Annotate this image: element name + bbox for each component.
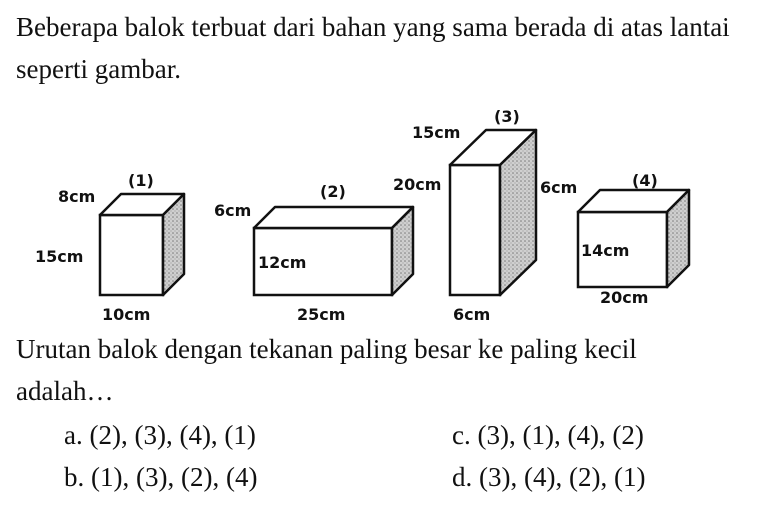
block-1-height: 15cm (35, 247, 84, 266)
block-1-depth: 8cm (58, 187, 96, 206)
block-2-width: 25cm (297, 305, 346, 324)
block-1-label: (1) (128, 171, 154, 190)
question-prompt: Urutan balok dengan tekanan paling besar ke paling kecil adalah… (16, 334, 637, 406)
question-intro: Beberapa balok terbuat dari bahan yang sama berada di atas lantai seperti gambar. (16, 12, 730, 84)
block-2-label: (2) (320, 182, 346, 201)
option-a[interactable]: a. (2), (3), (4), (1) (64, 420, 256, 450)
block-4 (540, 171, 689, 307)
block-3-label: (3) (494, 107, 520, 126)
block-4-label: (4) (632, 171, 658, 190)
block-1 (35, 171, 184, 324)
block-3 (393, 107, 536, 324)
block-4-width: 20cm (600, 288, 649, 307)
option-d[interactable]: d. (3), (4), (2), (1) (452, 462, 646, 492)
option-c[interactable]: c. (3), (1), (4), (2) (452, 420, 644, 450)
block-4-height: 14cm (581, 241, 630, 260)
blocks-figure (0, 95, 759, 325)
block-2 (214, 182, 413, 324)
option-b[interactable]: b. (1), (3), (2), (4) (64, 462, 258, 492)
block-4-depth: 6cm (540, 178, 578, 197)
block-3-height: 20cm (393, 175, 442, 194)
block-3-depth: 15cm (412, 123, 461, 142)
block-3-width: 6cm (453, 305, 491, 324)
block-2-height: 12cm (258, 253, 307, 272)
block-2-depth: 6cm (214, 201, 252, 220)
block-1-width: 10cm (102, 305, 151, 324)
